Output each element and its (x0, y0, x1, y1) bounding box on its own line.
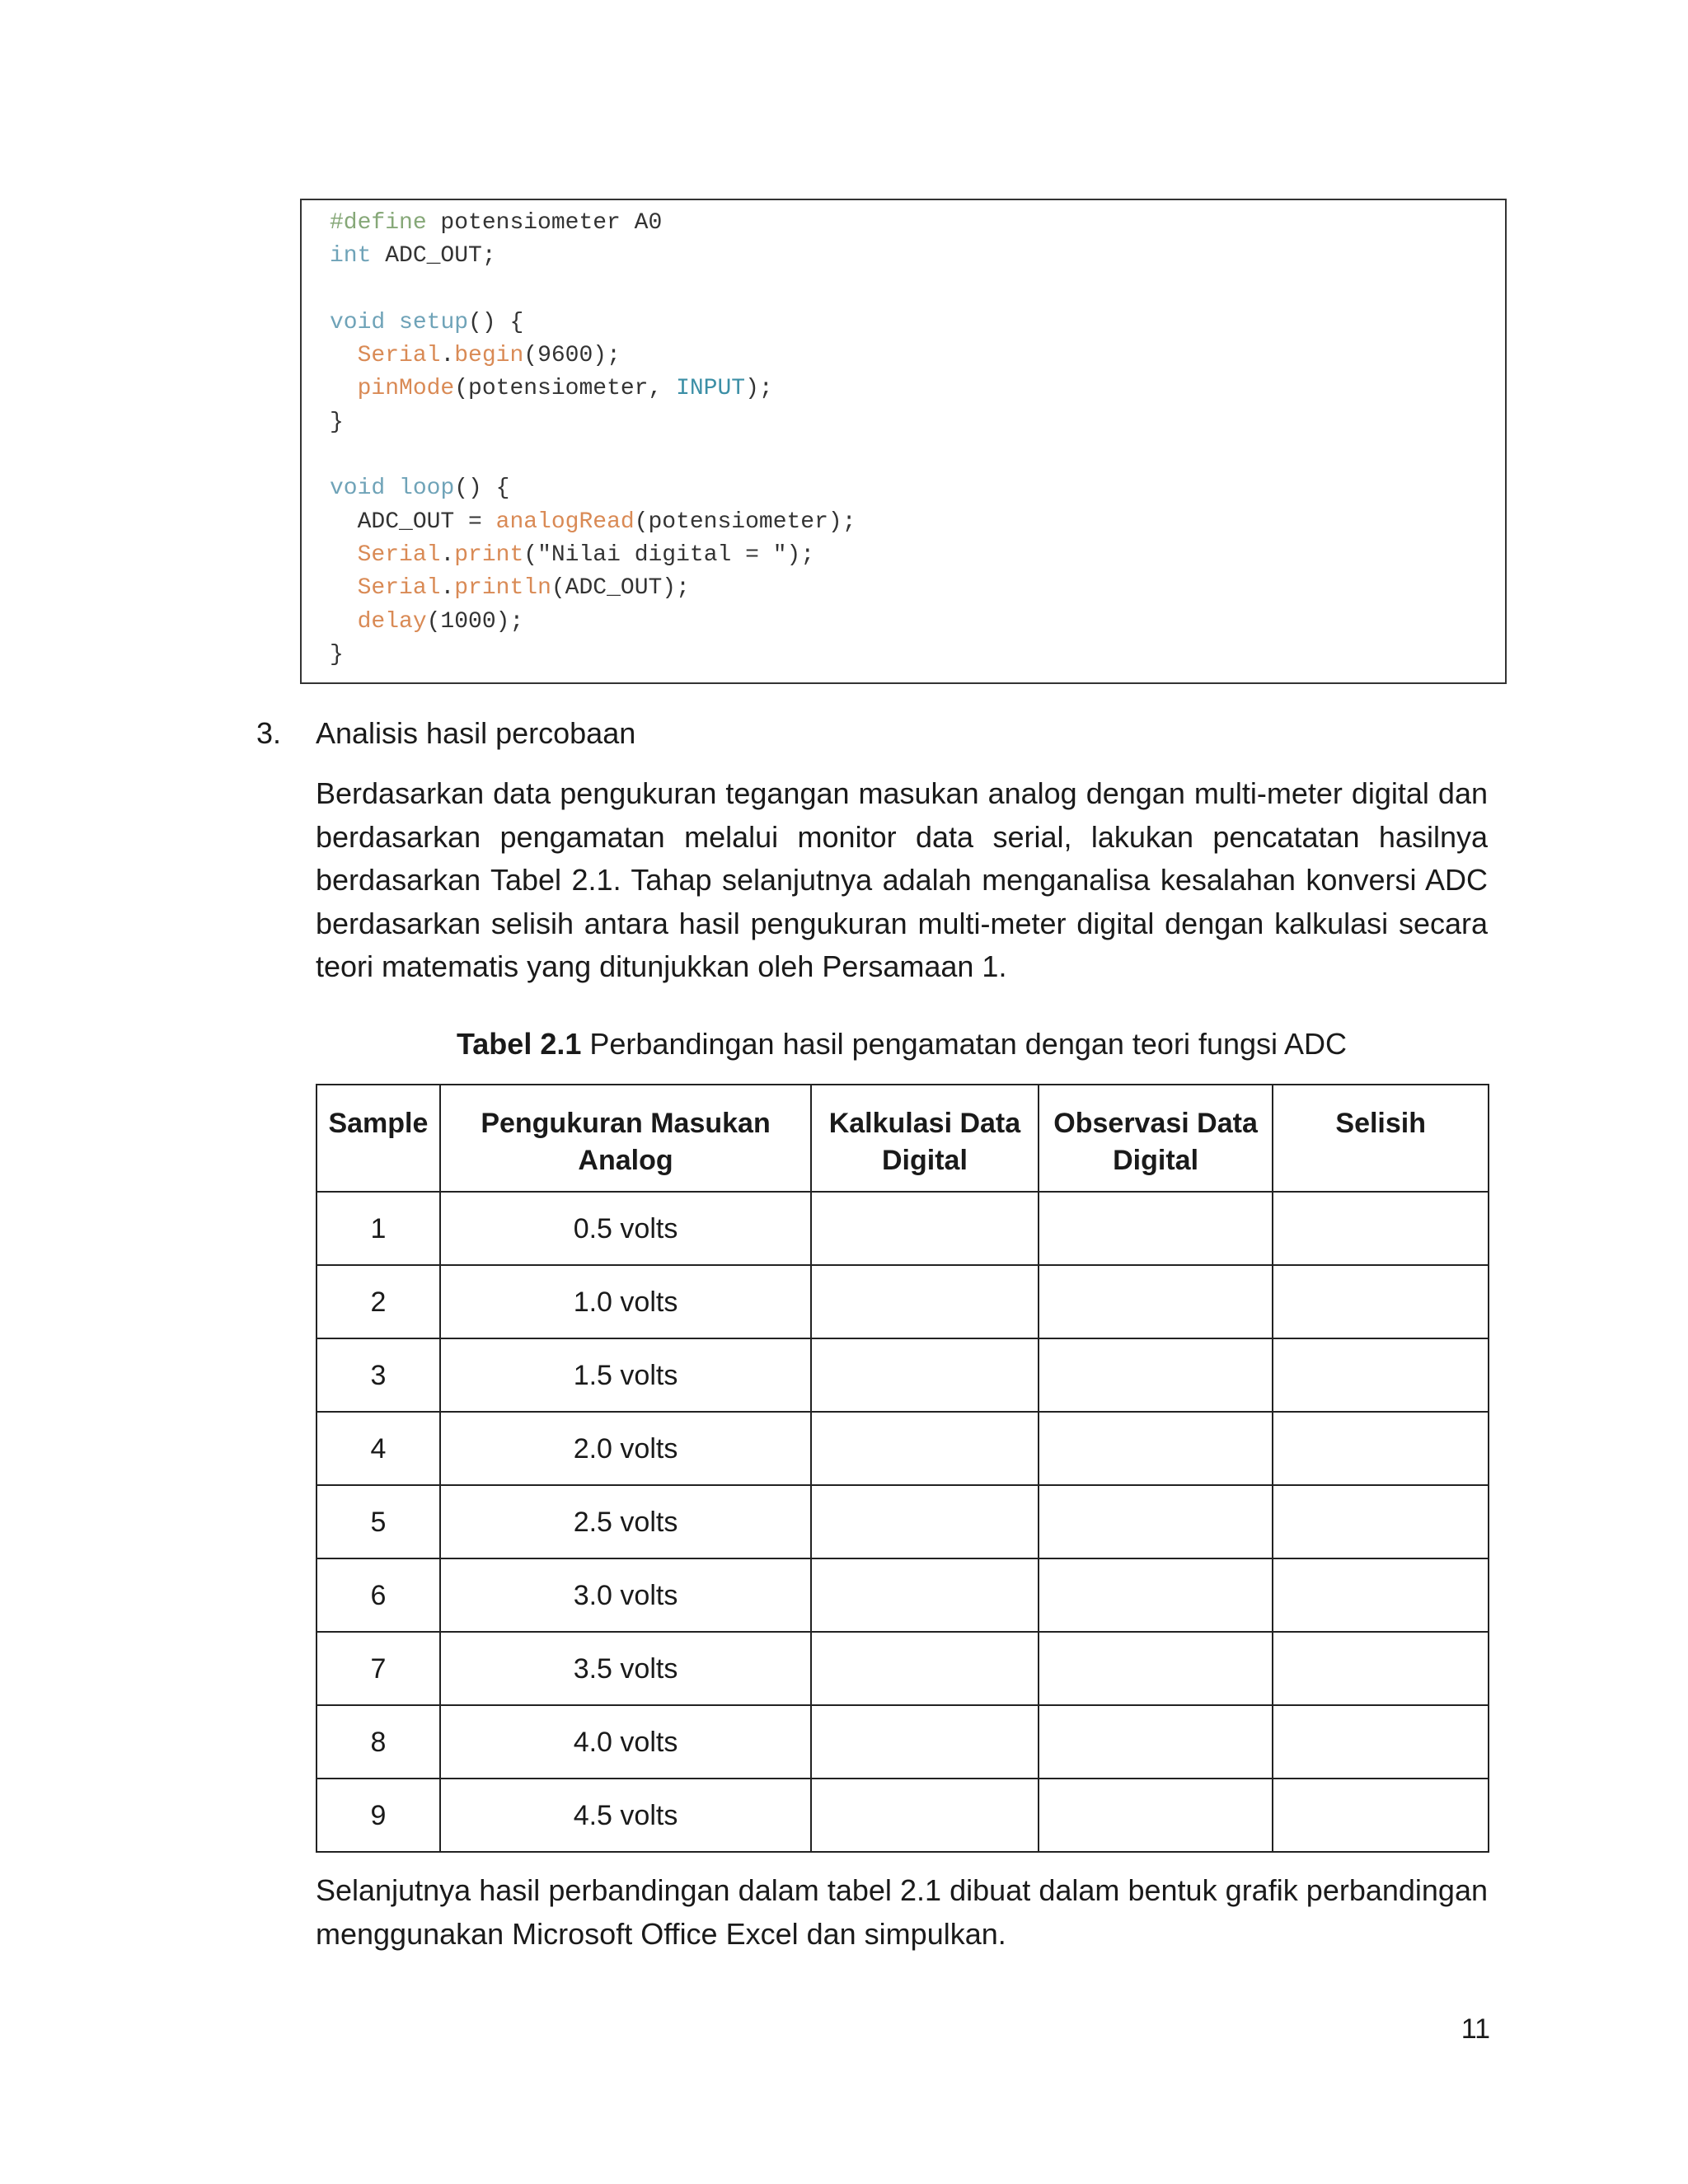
code-token (385, 476, 399, 501)
cell-sample: 1 (316, 1192, 440, 1265)
cell-digital-observation (1039, 1265, 1273, 1338)
cell-digital-calculation (811, 1558, 1039, 1632)
cell-analog-input: 2.0 volts (440, 1412, 811, 1485)
cell-sample: 8 (316, 1705, 440, 1779)
cell-digital-calculation (811, 1632, 1039, 1705)
code-token: . (440, 541, 455, 568)
cell-difference (1273, 1338, 1489, 1412)
header-difference: Selisih (1273, 1085, 1489, 1192)
code-token: #define (330, 210, 427, 236)
header-digital-observation: Observasi Data Digital (1039, 1085, 1273, 1192)
code-token: Serial (357, 541, 441, 568)
header-digital-calculation: Kalkulasi Data Digital (811, 1085, 1039, 1192)
cell-difference (1273, 1485, 1489, 1558)
code-line (330, 639, 856, 672)
cell-difference (1273, 1705, 1489, 1779)
code-token: print (454, 541, 524, 568)
code-token: potensiometer A0 (426, 210, 663, 236)
cell-analog-input: 4.0 volts (440, 1705, 811, 1779)
section-number: 3. (256, 716, 282, 750)
cell-difference (1273, 1558, 1489, 1632)
code-token: (potensiometer); (634, 509, 856, 535)
header-sample: Sample (316, 1085, 440, 1192)
cell-difference (1273, 1779, 1489, 1852)
cell-digital-observation (1039, 1705, 1273, 1779)
code-token: (potensiometer, (454, 376, 677, 402)
code-token: void (330, 476, 386, 502)
code-token: setup (399, 309, 469, 335)
code-line (330, 472, 856, 505)
table-row (316, 1412, 1489, 1485)
code-token (330, 609, 358, 635)
header-analog-input: Pengukuran Masukan Analog (440, 1085, 811, 1192)
table-caption-text: Perbandingan hasil pengamatan dengan teori fungsi ADC (581, 1027, 1348, 1061)
code-block (300, 199, 1507, 684)
code-token: (9600); (523, 343, 621, 369)
table-caption (316, 1024, 1488, 1064)
code-token: delay (357, 608, 427, 635)
code-line (330, 307, 856, 340)
table-row (316, 1705, 1489, 1779)
code-token: ADC_OUT = (330, 509, 496, 535)
code-token: Serial (357, 575, 441, 602)
cell-digital-observation (1039, 1338, 1273, 1412)
cell-digital-observation (1039, 1632, 1273, 1705)
code-line (330, 274, 856, 307)
code-token (330, 542, 358, 568)
code-line (330, 506, 856, 539)
cell-sample: 6 (316, 1558, 440, 1632)
cell-sample: 2 (316, 1265, 440, 1338)
cell-difference (1273, 1412, 1489, 1485)
code-token: INPUT (676, 376, 746, 402)
cell-sample: 9 (316, 1779, 440, 1852)
cell-digital-calculation (811, 1779, 1039, 1852)
code-line (330, 606, 856, 639)
code-line (330, 340, 856, 373)
cell-analog-input: 2.5 volts (440, 1485, 811, 1558)
cell-sample: 3 (316, 1338, 440, 1412)
cell-sample: 5 (316, 1485, 440, 1558)
code-line (330, 539, 856, 572)
cell-sample: 4 (316, 1412, 440, 1485)
code-token: loop (399, 476, 455, 502)
table-row (316, 1779, 1489, 1852)
cell-sample: 7 (316, 1632, 440, 1705)
table-row (316, 1265, 1489, 1338)
code-token: ); (745, 376, 773, 402)
code-line (330, 439, 856, 472)
cell-analog-input: 3.5 volts (440, 1632, 811, 1705)
cell-digital-calculation (811, 1705, 1039, 1779)
code-line (330, 207, 856, 240)
page-number: 11 (1461, 2013, 1490, 2045)
table-row (316, 1558, 1489, 1632)
arduino-code (330, 207, 856, 672)
code-token: (1000); (426, 608, 524, 635)
code-token: . (440, 575, 455, 602)
cell-analog-input: 0.5 volts (440, 1192, 811, 1265)
code-token (385, 310, 399, 335)
cell-difference (1273, 1265, 1489, 1338)
cell-analog-input: 3.0 volts (440, 1558, 811, 1632)
code-token: analogRead (495, 509, 635, 535)
code-line (330, 406, 856, 439)
table-row (316, 1338, 1489, 1412)
cell-digital-calculation (811, 1412, 1039, 1485)
code-token (330, 575, 358, 601)
cell-digital-observation (1039, 1779, 1273, 1852)
code-token: () { (468, 309, 524, 335)
table-caption-label: Tabel 2.1 (456, 1027, 582, 1061)
cell-digital-calculation (811, 1485, 1039, 1558)
code-token: println (454, 575, 551, 602)
code-line (330, 373, 856, 405)
paragraph-conclusion: Selanjutnya hasil perbandingan dalam tabel 2.1 dibuat dalam bentuk grafik perbandingan menggunakan Microsoft Office Excel dan simpulkan. (316, 1873, 1488, 1951)
cell-difference (1273, 1192, 1489, 1265)
cell-digital-calculation (811, 1338, 1039, 1412)
cell-digital-observation (1039, 1192, 1273, 1265)
cell-digital-observation (1039, 1485, 1273, 1558)
code-token (330, 376, 358, 401)
table-body (316, 1192, 1489, 1852)
code-token: int (330, 243, 372, 269)
code-token: begin (454, 343, 524, 369)
code-token: } (330, 409, 344, 435)
comparison-table (316, 1084, 1489, 1853)
code-token: Serial (357, 343, 441, 369)
code-line (330, 240, 856, 273)
code-token: . (440, 343, 455, 369)
section-title: Analisis hasil percobaan (316, 716, 636, 750)
table-header-row (316, 1085, 1489, 1192)
code-token: () { (454, 476, 510, 502)
code-token: ADC_OUT; (371, 243, 496, 269)
table-row (316, 1485, 1489, 1558)
code-token: pinMode (357, 376, 455, 402)
cell-digital-calculation (811, 1192, 1039, 1265)
cell-difference (1273, 1632, 1489, 1705)
code-token: void (330, 309, 386, 335)
code-token: } (330, 641, 344, 668)
code-token: (ADC_OUT); (551, 575, 690, 602)
code-line (330, 572, 856, 605)
code-token: ("Nilai digital = "); (523, 541, 815, 568)
cell-analog-input: 1.5 volts (440, 1338, 811, 1412)
cell-digital-calculation (811, 1265, 1039, 1338)
code-token (330, 343, 358, 368)
table-row (316, 1192, 1489, 1265)
cell-analog-input: 4.5 volts (440, 1779, 811, 1852)
cell-digital-observation (1039, 1412, 1273, 1485)
cell-digital-observation (1039, 1558, 1273, 1632)
table-row (316, 1632, 1489, 1705)
cell-analog-input: 1.0 volts (440, 1265, 811, 1338)
paragraph-analysis: Berdasarkan data pengukuran tegangan masukan analog dengan multi-meter digital dan berdasarkan pengamatan melalui monitor data serial, lakukan pencatatan hasilnya berdasarkan Tabel 2.1. Tahap selanjutnya adalah menganalisa kesalahan konversi ADC berdasarkan selisih antara hasil pengukuran multi-meter digital dengan kalkulasi secara teori matematis yang ditunjukkan oleh Persamaan 1. (316, 776, 1488, 984)
